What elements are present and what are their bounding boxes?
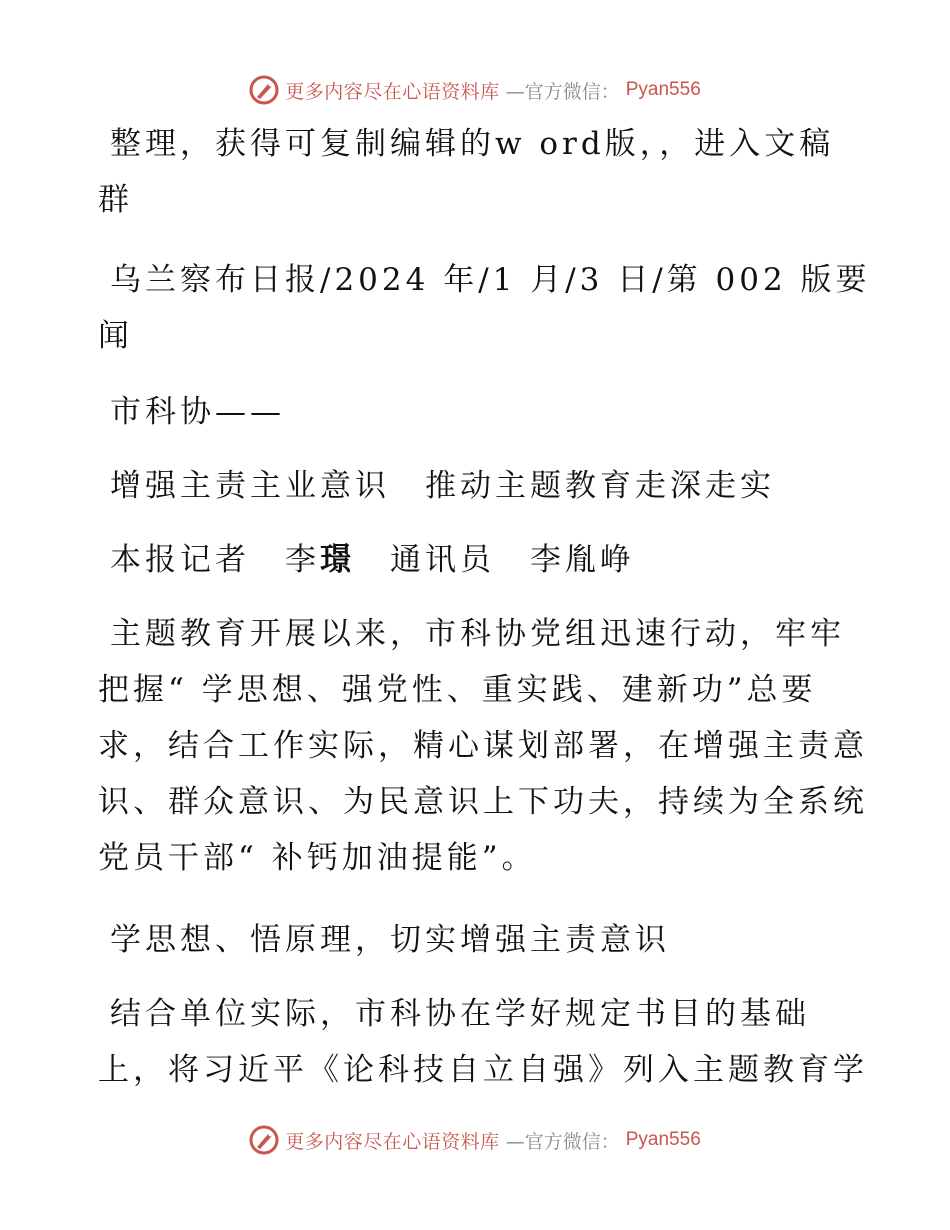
body-paragraph-2	[98, 986, 868, 1098]
section-heading	[98, 912, 858, 968]
text-line: 求，结合工作实际，精心谋划部署，在增强主责意	[98, 728, 868, 764]
text-line: 主题教育开展以来，市科协党组迅速行动，牢牢	[110, 616, 845, 652]
banner-wechat-id: Pyan556	[625, 1129, 701, 1150]
header-banner	[0, 70, 950, 110]
text-line: 把握“ 学思想、强党性、重实践、建新功”总要	[98, 672, 817, 708]
organization-line	[98, 384, 858, 440]
byline-bold-char: 璟	[320, 542, 355, 578]
pen-logo-icon	[249, 1125, 279, 1155]
intro-paragraph	[98, 116, 858, 228]
text-line: 学思想、悟原理，切实增强主责意识	[110, 922, 670, 958]
banner-separator: —官方微信：	[505, 1130, 620, 1153]
text-line: 党员干部“ 补钙加油提能”。	[98, 840, 537, 876]
banner-text: 更多内容尽在心语资料库	[285, 80, 500, 103]
text-line: 上，将习近平《论科技自立自强》列入主题教育学	[98, 1052, 868, 1088]
text-line: 增强主责主业意识 推动主题教育走深走实	[110, 468, 775, 504]
byline-suffix: 通讯员 李胤峥	[355, 542, 635, 578]
text-line: 市科协——	[110, 394, 285, 430]
body-paragraph	[98, 606, 868, 886]
article-title	[98, 458, 858, 514]
source-paragraph	[98, 252, 871, 364]
text-line: 乌兰察布日报/2024 年/1 月/3 日/第 002 版要	[110, 262, 871, 298]
banner-text: 更多内容尽在心语资料库	[285, 1130, 500, 1153]
banner-wechat-id: Pyan556	[625, 79, 701, 100]
banner-separator: —官方微信：	[505, 80, 620, 103]
text-line: 整理，获得可复制编辑的w ord版，，进入文稿	[110, 126, 835, 162]
pen-logo-icon	[249, 75, 279, 105]
text-line: 群	[98, 182, 133, 218]
text-line: 识、群众意识、为民意识上下功夫，持续为全系统	[98, 784, 868, 820]
byline	[98, 532, 858, 588]
byline-prefix: 本报记者 李	[110, 542, 320, 578]
text-line	[98, 532, 858, 588]
text-line: 闻	[98, 318, 133, 354]
footer-banner	[0, 1120, 950, 1160]
text-line: 结合单位实际，市科协在学好规定书目的基础	[110, 996, 810, 1032]
